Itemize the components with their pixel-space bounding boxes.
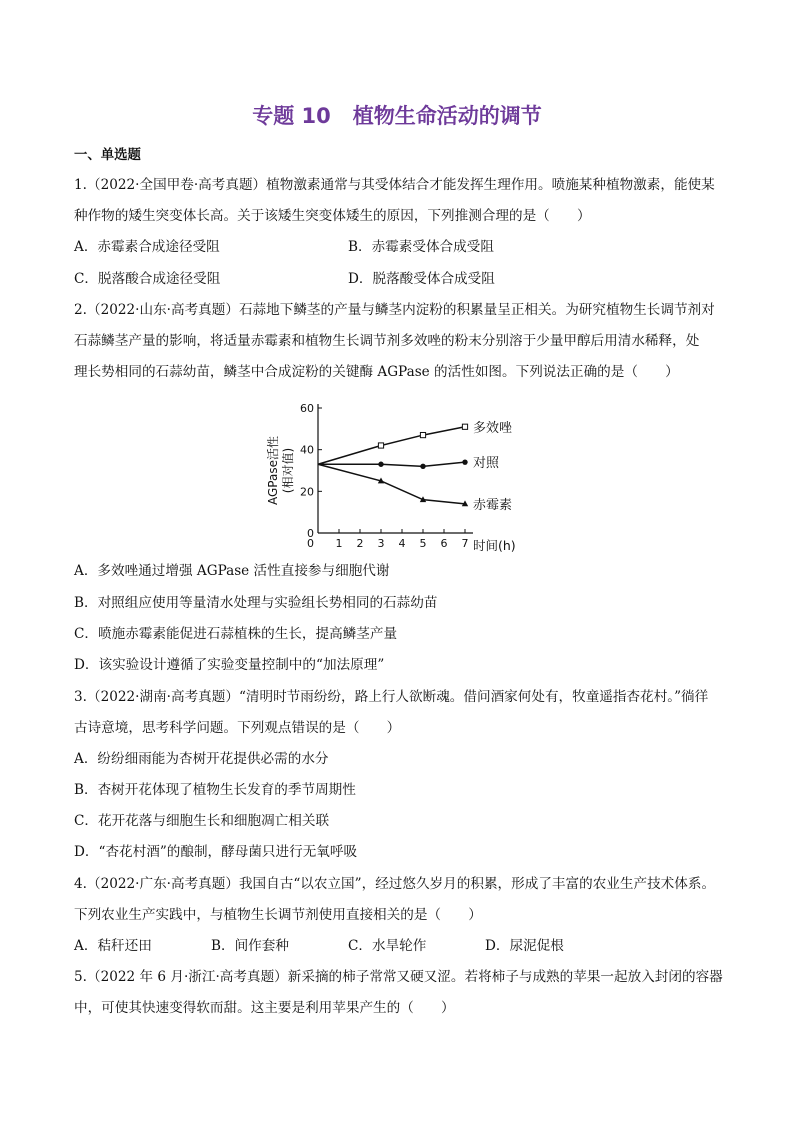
q4-stem-line-2: 下列农业生产实践中，与植物生长调节剂使用直接相关的是（ ） — [74, 907, 482, 923]
x-tick-label: 3 — [377, 537, 385, 550]
x-tick-label: 1 — [335, 537, 343, 550]
q4-option-b: B．间作套种 — [211, 938, 289, 954]
series-label-1: 对照 — [473, 456, 500, 472]
page-title — [0, 100, 794, 130]
y-axis-unit-label: (相对值) — [281, 447, 295, 494]
x-tick-label: 5 — [419, 537, 427, 550]
q4-option-d: D．尿泥促根 — [485, 938, 564, 954]
title-number: 专题 10 — [252, 104, 331, 128]
section-heading: 一、单选题 — [74, 148, 141, 163]
series-label-2: 赤霉素 — [473, 497, 513, 513]
q4-option-c: C．水旱轮作 — [348, 938, 427, 954]
data-point — [378, 443, 383, 448]
series-line-0 — [318, 427, 465, 465]
q3-stem-line-1: 3.（2022·湖南·高考真题）“清明时节雨纷纷，路上行人欲断魂。借问酒家何处有，牧童遥指杏花村。”徜徉 — [74, 689, 709, 705]
q1-option-c: C．脱落酸合成途径受阻 — [74, 271, 221, 287]
x-tick-label: 7 — [461, 537, 469, 550]
data-point — [420, 432, 425, 437]
series-line-2 — [318, 464, 465, 504]
x-tick-label: 6 — [440, 537, 448, 550]
q1-stem-line-2: 种作物的矮生突变体长高。关于该矮生突变体矮生的原因，下列推测合理的是（ ） — [74, 208, 591, 224]
data-point — [378, 462, 383, 467]
q2-option-b: B．对照组应使用等量清水处理与实验组长势相同的石蒜幼苗 — [74, 595, 438, 611]
q3-option-d: D．“杏花村酒”的酿制，酵母菌只进行无氧呼吸 — [74, 844, 358, 860]
q2-stem-line-3: 理长势相同的石蒜幼苗，鳞茎中合成淀粉的关键酶 AGPase 的活性如图。下列说法正确的是（ ） — [74, 364, 679, 380]
q3-stem-line-2: 古诗意境，思考科学问题。下列观点错误的是（ ） — [74, 720, 401, 736]
x-tick-label: 4 — [398, 537, 406, 550]
y-tick-label: 60 — [300, 402, 314, 415]
x-tick-label: 2 — [356, 537, 364, 550]
q4-stem-line-1: 4.（2022·广东·高考真题）我国自古“以农立国”，经过悠久岁月的积累，形成了丰富的农业生产技术体系。 — [74, 876, 716, 892]
y-tick-label: 20 — [300, 485, 314, 499]
q1-option-a: A．赤霉素合成途径受阻 — [74, 239, 220, 255]
x-tick-label: 0 — [307, 537, 314, 550]
series-label-0: 多效唑 — [473, 420, 513, 436]
q5-stem-line-2: 中，可使其快速变得软而甜。这主要是利用苹果产生的（ ） — [74, 1000, 455, 1016]
q1-stem-line-1: 1.（2022·全国甲卷·高考真题）植物激素通常与其受体结合才能发挥生理作用。喷施某种植物激素，能使某 — [74, 177, 715, 193]
agpase-line-chart — [250, 388, 560, 560]
series-line-1 — [318, 462, 465, 466]
y-tick-label: 40 — [300, 443, 314, 457]
y-axis-label: AGPase活性 — [266, 436, 280, 505]
data-point — [462, 424, 467, 429]
q2-option-a: A．多效唑通过增强 AGPase 活性直接参与细胞代谢 — [74, 563, 390, 579]
q2-stem-line-1: 2.（2022·山东·高考真题）石蒜地下鳞茎的产量与鳞茎内淀粉的积累量呈正相关。为研究植物生长调节剂对 — [74, 302, 715, 318]
q5-stem-line-1: 5.（2022 年 6 月·浙江·高考真题）新采摘的柿子常常又硬又涩。若将柿子与成熟的苹果一起放入封闭的容器 — [74, 969, 723, 985]
q3-option-b: B．杏树开花体现了植物生长发育的季节周期性 — [74, 782, 356, 798]
q2-stem-line-2: 石蒜鳞茎产量的影响，将适量赤霉素和植物生长调节剂多效唑的粉末分别溶于少量甲醇后用清水稀释，处 — [74, 333, 700, 349]
q3-option-a: A．纷纷细雨能为杏树开花提供必需的水分 — [74, 751, 329, 767]
title-text: 植物生命活动的调节 — [352, 104, 542, 128]
q2-option-d: D．该实验设计遵循了实验变量控制中的“加法原理” — [74, 657, 385, 673]
q2-option-c: C．喷施赤霉素能促进石蒜植株的生长，提高鳞茎产量 — [74, 626, 398, 642]
data-point — [420, 464, 425, 469]
q4-option-a: A．秸秆还田 — [74, 938, 152, 954]
q3-option-c: C．花开花落与细胞生长和细胞凋亡相关联 — [74, 813, 330, 829]
y-tick-label: 0 — [307, 527, 314, 540]
x-axis-label: 时间(h) — [473, 538, 516, 553]
q1-option-b: B．赤霉素受体合成受阻 — [348, 239, 494, 255]
data-point — [462, 459, 467, 464]
q1-option-d: D．脱落酸受体合成受阻 — [348, 271, 495, 287]
